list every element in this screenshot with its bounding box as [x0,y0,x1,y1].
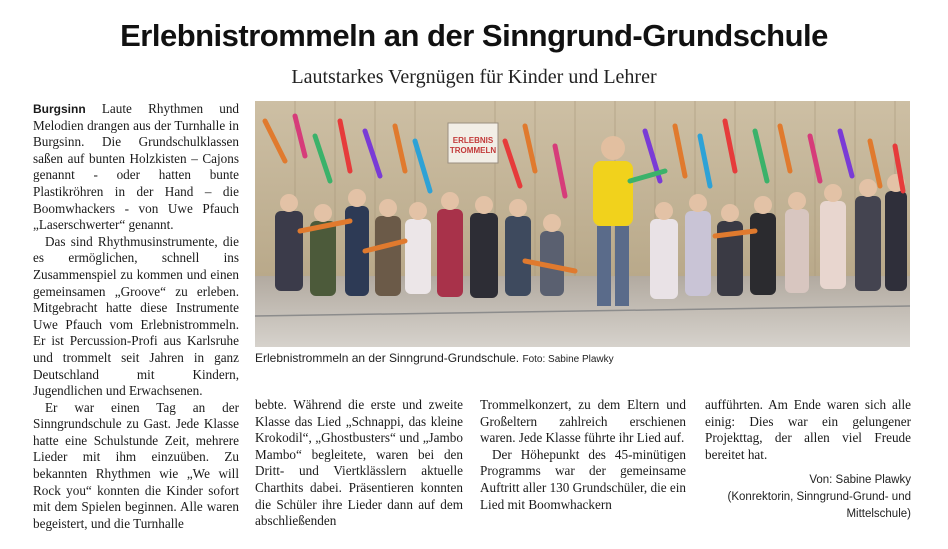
paragraph [33,101,239,234]
paragraph-text: Laute Rhythmen und Melodien drangen aus der Turnhalle in Burgsinn. Die Grundschulklassen saßen auf bunten Holzkisten – Cajons genannt - oder hatten bunte Plastikröhren in der Hand – die Boomwhackers - von Uwe Pfauch „Laserschwerter“ genannt. [33,101,240,233]
article-column-2 [255,397,463,530]
paragraph: Er war einen Tag an der Sinngrundschule zu Gast. Jede Klasse hatte eine Schulstunde Zeit, mehrere Lieder mit ihm einzuüben. Zu bekannten Rhythmen wie „We will Rock you“ konnten die Kinder sofort mit dem Spielen beginnen. Alle waren begeistert, und die Turnhalle [33,399,239,531]
dateline: Burgsinn [33,102,86,116]
article-column-4 [705,397,911,463]
paragraph: Der Höhepunkt des 45-minütigen Programms war der gemeinsame Auftritt aller 130 Grundschüler, die ein Lied mit Boomwhackern [480,446,687,512]
article-subheadline: Lautstarkes Vergnügen für Kinder und Lehrer [291,66,657,88]
photo-caption [255,351,910,365]
article-headline: Erlebnistrommeln an der Sinngrund-Grundschule [120,18,828,53]
paragraph: aufführten. Am Ende waren sich alle einig: Dies war ein gelungener Projekttag, der allen viel Freude bereitet hat. [705,397,911,462]
author-line: Von: Sabine Plawky [809,474,911,486]
article-column-3 [480,397,686,513]
photo-credit: Foto: Sabine Plawky [522,354,614,365]
paragraph: Das sind Rhythmusinstrumente, die es ermöglichen, schnell ins Zusammenspiel zu kommen und einen gemeinsamen „Groove“ zu erleben. Mitgebracht hatte diese Instrumente Uwe Pfauch vom Erlebnistrommeln. Er ist Percussion-Profi aus Karlsruhe und trommelt seit Jahren in ganz Deutschland mit Kindern, Jugendlichen und Erwachsenen. [33,233,239,399]
paragraph: Trommelkonzert, zu dem Eltern und Großeltern zahlreich erschienen waren. Jede Klasse führte ihr Lied auf. [480,397,686,446]
author-line: (Konrektorin, Sinngrund-Grund- und [727,491,911,503]
caption-text: Erlebnistrommeln an der Sinngrund-Grundschule. [255,351,520,365]
author-byline [706,472,911,523]
photo-gym-scene [255,101,910,347]
banner-text: ERLEBNIS [452,136,494,145]
paragraph: bebte. Während die erste und zweite Klasse das Lied „Schnappi, das kleine Krokodil“, „Ghostbusters“ und „Jambo Mambo“ begleitete, waren bei den Dritt- und Viertklässlern aktuelle Charthits dabei. Präsentieren konnten die Schüler ihre Lieder dann auf dem abschließenden [255,397,463,529]
article-column-1 [33,101,239,532]
author-line: Mittelschule) [846,508,911,520]
banner-text: TROMMELN [449,146,497,155]
article-photo [255,101,910,347]
